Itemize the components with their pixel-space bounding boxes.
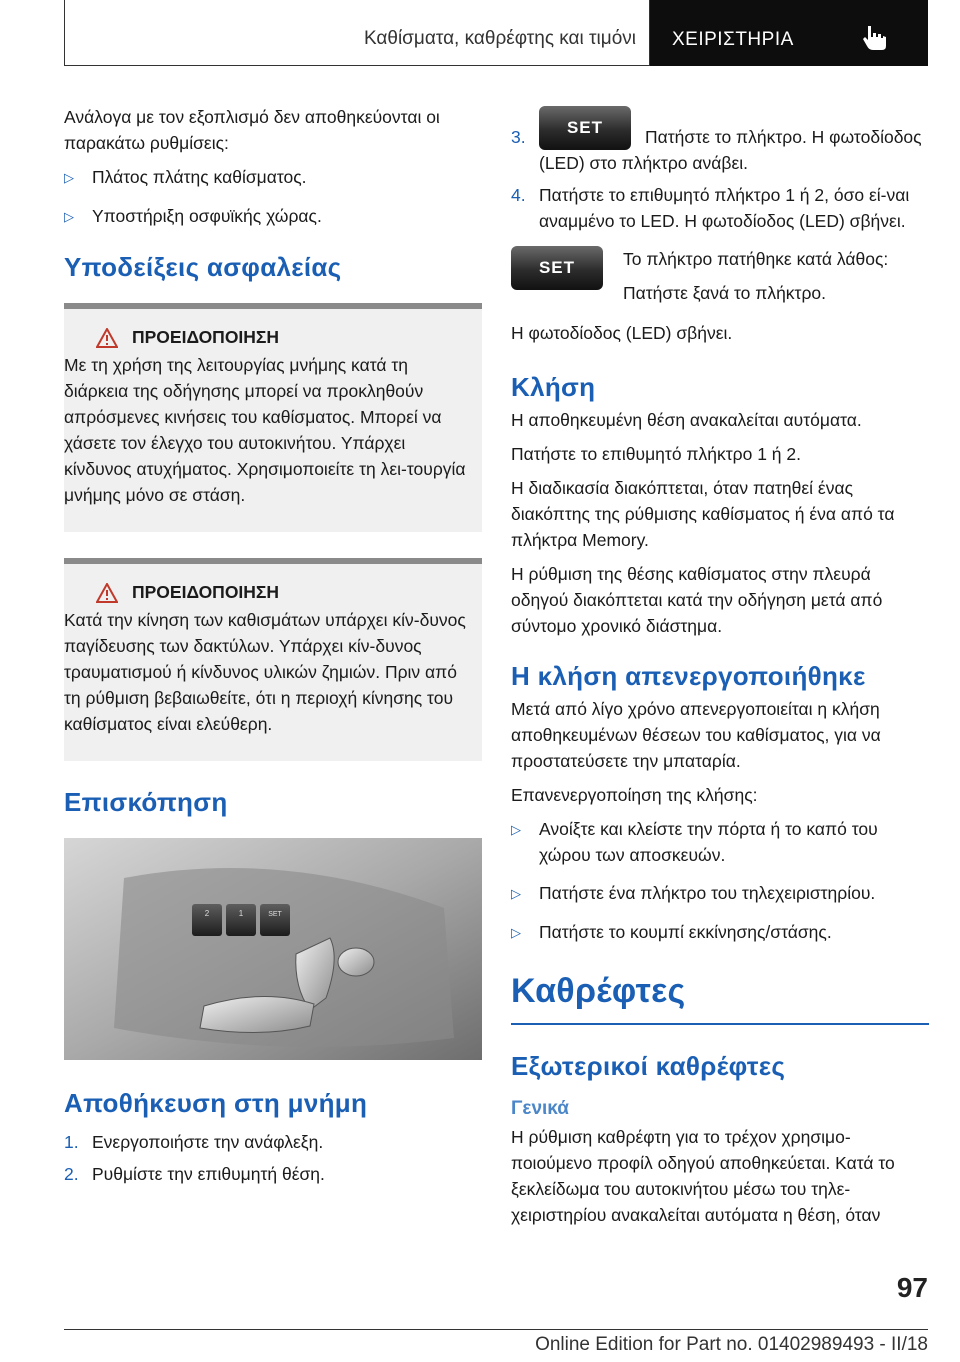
warning-title: ΠΡΟΕΙΔΟΠΟΙΗΣΗ — [96, 582, 468, 603]
right-column-body: 4. Πατήστε το επιθυμητό πλήκτρο 1 ή 2, όσο εί-ναι αναμμένο το LED. Η φωτοδίοδος (LED) σβήνει. SET Το πλήκτρο πατήθηκε κατά λάθος: Πατήστε ξανά το πλήκτρο. Η φωτοδίοδος (LED) σβήνει. Κλήση Η αποθηκευμένη θέση ανακαλείται αυτόματα. Πατήστε το επιθυμητό πλήκτρο 1 ή 2. Η διαδικασία διακόπτεται, όταν πατηθεί ένας διακόπτης της ρύθμισης καθίσματος ή ένα από τα πλήκτρα Memory. Η ρύθμιση της θέσης καθίσματος στην πλευρά οδηγού διακόπτεται κατά την οδήγηση μετά από σύντομο χρονικό διάστημα. Η κλήση απενεργοποιήθηκε Μετά από λίγο χρόνο απενεργοποιείται η κλήση αποθηκευμένων θέσεων του καθίσματος, για να προστατεύσετε την μπαταρία. Επανενεργοποίηση της κλήσης: ▷ Ανοίξτε και κλείστε την πόρτα ή το καπό του χώρου των αποσκευών. ▷ Πατήστε ένα πλήκτρο του τηλεχειριστηρίου. ▷ Πατήστε το κουμπί εκκίνησης/στάσης. Καθρέφτες Εξωτερικοί καθρέφτες Γενικά Η ρύθμιση καθρέφτη για το τρέχον χρησιμο-ποιούμενο προφίλ οδηγού αποθηκεύεται. Κατά το ξεκλείδωμα του αυτοκινήτου μέσω του τηλε-χειριστηρίου ανακαλείται αυτόματα η θέση, όταν — [511, 182, 929, 1236]
safety-heading: Υποδείξεις ασφαλείας — [64, 252, 342, 282]
photo-button-label: 2 — [204, 909, 210, 918]
photo-button-label: SET — [268, 911, 282, 918]
general-heading: Γενικά — [511, 1098, 569, 1119]
list-item: 1. Ενεργοποιήστε την ανάφλεξη. — [64, 1132, 324, 1152]
deactivated-heading: Η κλήση απενεργοποιήθηκε — [511, 661, 866, 691]
page-header — [64, 0, 928, 66]
step3-text-content: Πατήστε το πλήκτρο. Η φωτοδίοδος (LED) στο πλήκτρο ανάβει. — [539, 127, 922, 173]
header-manual-label: ΧΕΙΡΙΣΤΗΡΙΑ — [672, 29, 794, 50]
warning-title: ΠΡΟΕΙΔΟΠΟΙΗΣΗ — [96, 327, 468, 348]
page-number: 97 — [896, 1272, 928, 1303]
list-item: 4. Πατήστε το επιθυμητό πλήκτρο 1 ή 2, όσο εί-ναι αναμμένο το LED. Η φωτοδίοδος (LED) σβήνει. — [511, 185, 910, 231]
set-button-icon: SET — [511, 246, 603, 290]
wrong-press-block: SET Το πλήκτρο πατήθηκε κατά λάθος: Πατήστε ξανά το πλήκτρο. — [511, 246, 929, 314]
exterior-mirrors-heading: Εξωτερικοί καθρέφτες — [511, 1051, 786, 1081]
list-item: 3. SET — [511, 106, 929, 150]
warning-text: Κατά την κίνηση των καθισμάτων υπάρχει κίν-δυνος παγίδευσης των δακτύλων. Υπάρχει κίν-δυνος τραυματισμού ή κίνδυνος υλικών ζημιών. Πριν από τη ρύθμιση βεβαιωθείτε, ότι η περιοχή κίνησης του καθίσματος είναι ελεύθερη. — [64, 610, 466, 734]
triangle-bullet-icon: ▷ — [511, 822, 521, 837]
left-column — [64, 104, 482, 1193]
overview-heading: Επισκόπηση — [64, 787, 228, 817]
pointing-hand-icon — [860, 22, 890, 52]
call-heading: Κλήση — [511, 372, 596, 402]
triangle-bullet-icon: ▷ — [64, 209, 74, 224]
list-item: 2. Ρυθμίστε την επιθυμητή θέση. — [64, 1164, 325, 1184]
led-off-text: Η φωτοδίοδος (LED) σβήνει. — [511, 323, 733, 343]
triangle-bullet-icon: ▷ — [64, 170, 74, 185]
seat-controls-photo — [64, 838, 482, 1060]
seat-controls-illustration — [64, 838, 482, 1060]
header-section-tab — [64, 0, 650, 66]
list-item: ▷ Ανοίξτε και κλείστε την πόρτα ή το καπό του χώρου των αποσκευών. — [511, 816, 929, 868]
warning-box — [64, 558, 482, 761]
warning-box — [64, 303, 482, 532]
list-item: ▷ Πατήστε το κουμπί εκκίνησης/στάσης. — [511, 919, 929, 946]
step3-text — [539, 124, 929, 176]
photo-button-label: 1 — [238, 909, 244, 918]
header-section-title: Καθίσματα, καθρέφτης και τιμόνι — [363, 28, 636, 49]
list-item: ▷ Υποστήριξη οσφυϊκής χώρας. — [64, 203, 482, 230]
intro-text: Ανάλογα με τον εξοπλισμό δεν αποθηκεύονται οι παρακάτω ρυθμίσεις: — [64, 107, 440, 153]
mirrors-heading: Καθρέφτες — [511, 972, 686, 1010]
store-heading: Αποθήκευση στη μνήμη — [64, 1088, 368, 1118]
warning-triangle-icon — [96, 583, 118, 603]
header-manual-tab — [650, 0, 928, 66]
triangle-bullet-icon: ▷ — [511, 886, 521, 901]
section-divider — [511, 1023, 929, 1025]
list-item: ▷ Πατήστε ένα πλήκτρο του τηλεχειριστηρίου. — [511, 880, 929, 907]
footer-rule — [64, 1329, 928, 1330]
edition-text: Online Edition for Part no. 01402989493 - II/18 — [535, 1334, 928, 1355]
list-item: ▷ Πλάτος πλάτης καθίσματος. — [64, 164, 482, 191]
warning-text: Με τη χρήση της λειτουργίας μνήμης κατά τη διάρκεια της οδήγησης μπορεί να προκληθούν απρόσμενες κινήσεις του καθίσματος. Μπορεί να χάσετε τον έλεγχο του αυτοκινήτου. Υπάρχει κίνδυνος ατυχήματος. Χρησιμοποιείτε τη λει-τουργία μνήμης μόνο σε στάση. — [64, 355, 466, 505]
warning-triangle-icon — [96, 328, 118, 348]
set-button-icon: SET — [539, 106, 631, 150]
triangle-bullet-icon: ▷ — [511, 925, 521, 940]
